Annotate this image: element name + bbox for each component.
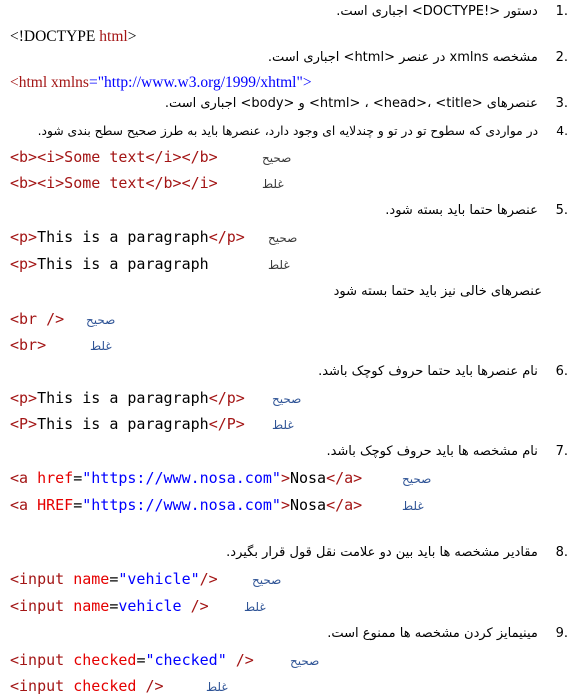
rule-4 [38, 123, 568, 139]
correct-label: صحیح [252, 573, 282, 587]
code-token: "http://www.w3.org/1999/xhtml" [97, 74, 303, 91]
code-token: </a> [326, 469, 363, 487]
br-correct-code [10, 310, 64, 328]
code-token: HREF [37, 496, 74, 514]
code-token: <P> [10, 415, 38, 433]
code-token: </a> [326, 496, 363, 514]
correct-label: صحیح [272, 392, 302, 406]
code-token: name [73, 597, 110, 615]
wrong-label: غلط [244, 600, 266, 614]
minimize-wrong-code [10, 677, 164, 695]
code-token: = [88, 74, 98, 91]
code-token: > [302, 74, 312, 91]
code-token: <br /> [10, 310, 65, 328]
code-token: <p> [10, 255, 38, 273]
correct-label: صحیح [86, 313, 116, 327]
code-token: /> [226, 651, 254, 669]
rule-number: 8. [555, 545, 568, 560]
code-token: "checked" [145, 651, 227, 669]
code-token: checked [73, 651, 137, 669]
code-token: "https://www.nosa.com" [82, 469, 281, 487]
rule-3 [165, 96, 568, 112]
rule-text: مشخصه xmlns در عنصر <html> اجباری است. [267, 50, 538, 65]
code-token: <b><i>Some text</i></b> [10, 148, 218, 166]
closing-correct-code [10, 228, 245, 246]
code-token: </p> [208, 228, 245, 246]
code-token: <input [10, 597, 74, 615]
rule-1 [336, 4, 568, 20]
code-token: Nosa [289, 469, 327, 487]
code-token: </P> [208, 415, 245, 433]
rule-6 [318, 364, 568, 380]
code-token: <b><i>Some text</b></i> [10, 174, 218, 192]
code-token: This is a paragraph [37, 228, 209, 246]
empty-elements-note: عنصرهای خالی نیز باید حتما بسته شود [333, 284, 542, 299]
doctype-example [10, 28, 136, 46]
wrong-label: غلط [90, 339, 112, 353]
wrong-label: غلط [268, 258, 290, 272]
wrong-label: غلط [402, 499, 424, 513]
wrong-label: غلط [206, 680, 228, 694]
code-token: /> [136, 677, 164, 695]
rule-8 [226, 545, 568, 561]
code-token: <html [10, 74, 52, 91]
quote-correct-code [10, 570, 218, 588]
rule-text: دستور <!DOCTYPE> اجباری است. [336, 4, 538, 19]
code-token: = [109, 597, 119, 615]
correct-label: صحیح [290, 654, 320, 668]
rule-number: 1. [555, 4, 568, 19]
rule-7 [326, 444, 568, 460]
rule-number: 2. [555, 50, 568, 65]
code-token: = [109, 570, 119, 588]
code-token: /> [199, 570, 218, 588]
code-token: <input [10, 570, 74, 588]
rule-2 [268, 50, 568, 66]
code-token: <input [10, 651, 74, 669]
code-token: href [37, 469, 74, 487]
rule-number: 9. [555, 626, 568, 641]
rule-9 [327, 626, 568, 642]
rule-number: 5. [555, 203, 568, 218]
br-wrong-code [10, 336, 46, 354]
closing-wrong-code [10, 255, 209, 273]
lowercase-correct-code [10, 389, 245, 407]
rule-text: مقادیر مشخصه ها باید بین دو علامت نقل قول قرار بگیرد. [226, 545, 538, 560]
code-token: = [136, 651, 146, 669]
code-token: <br> [10, 336, 47, 354]
code-token: This is a paragraph [37, 415, 209, 433]
code-token: <a [10, 469, 38, 487]
code-token: "vehicle" [118, 570, 200, 588]
code-token: Nosa [289, 496, 327, 514]
code-token: vehicle [118, 597, 182, 615]
rule-number: 3. [555, 96, 568, 111]
code-token: /> [181, 597, 209, 615]
code-token: <p> [10, 389, 38, 407]
rule-5 [385, 203, 568, 219]
attr-lowercase-wrong-code [10, 496, 362, 514]
quote-wrong-code [10, 597, 209, 615]
code-token: html [99, 28, 128, 45]
rule-number: 6. [555, 364, 568, 379]
rule-text: عنصرهای <html> ، <head>، <title> و <body> اجباری است. [164, 96, 538, 111]
code-token: </p> [208, 389, 245, 407]
code-token: checked [73, 677, 137, 695]
lowercase-wrong-code [10, 415, 245, 433]
code-token: This is a paragraph [37, 255, 209, 273]
code-token: <a [10, 496, 38, 514]
code-token: name [73, 570, 110, 588]
code-token: = [73, 496, 83, 514]
code-token: <input [10, 677, 74, 695]
correct-label: صحیح [268, 231, 298, 245]
code-token: <p> [10, 228, 38, 246]
code-token: "https://www.nosa.com" [82, 496, 281, 514]
wrong-label: غلط [262, 177, 284, 191]
correct-label: صحیح [262, 151, 292, 165]
nesting-correct-code [10, 148, 218, 166]
code-token: > [280, 496, 290, 514]
rule-text: نام عنصرها باید حتما حروف کوچک باشد. [318, 364, 538, 379]
code-token: This is a paragraph [37, 389, 209, 407]
nesting-wrong-code [10, 174, 218, 192]
rule-text: عنصرها حتما باید بسته شود. [385, 203, 538, 218]
attr-lowercase-correct-code [10, 469, 362, 487]
correct-label: صحیح [402, 472, 432, 486]
code-token: <!DOCTYPE [10, 28, 100, 45]
rule-number: 7. [555, 444, 568, 459]
xmlns-example [10, 74, 312, 92]
code-token: > [280, 469, 290, 487]
minimize-correct-code [10, 651, 254, 669]
rule-text: در مواردی که سطوح تو در تو و چندلایه ای وجود دارد، عنصرها باید به طرز صحیح سطح بندی شود. [37, 124, 539, 138]
wrong-label: غلط [272, 418, 294, 432]
code-token: xmlns [51, 74, 89, 91]
rule-number: 4. [556, 124, 568, 138]
code-token: = [73, 469, 83, 487]
code-token: > [127, 28, 137, 45]
rule-text: مینیمایز کردن مشخصه ها ممنوع است. [327, 626, 538, 641]
rule-text: نام مشخصه ها باید حروف کوچک باشد. [326, 444, 538, 459]
